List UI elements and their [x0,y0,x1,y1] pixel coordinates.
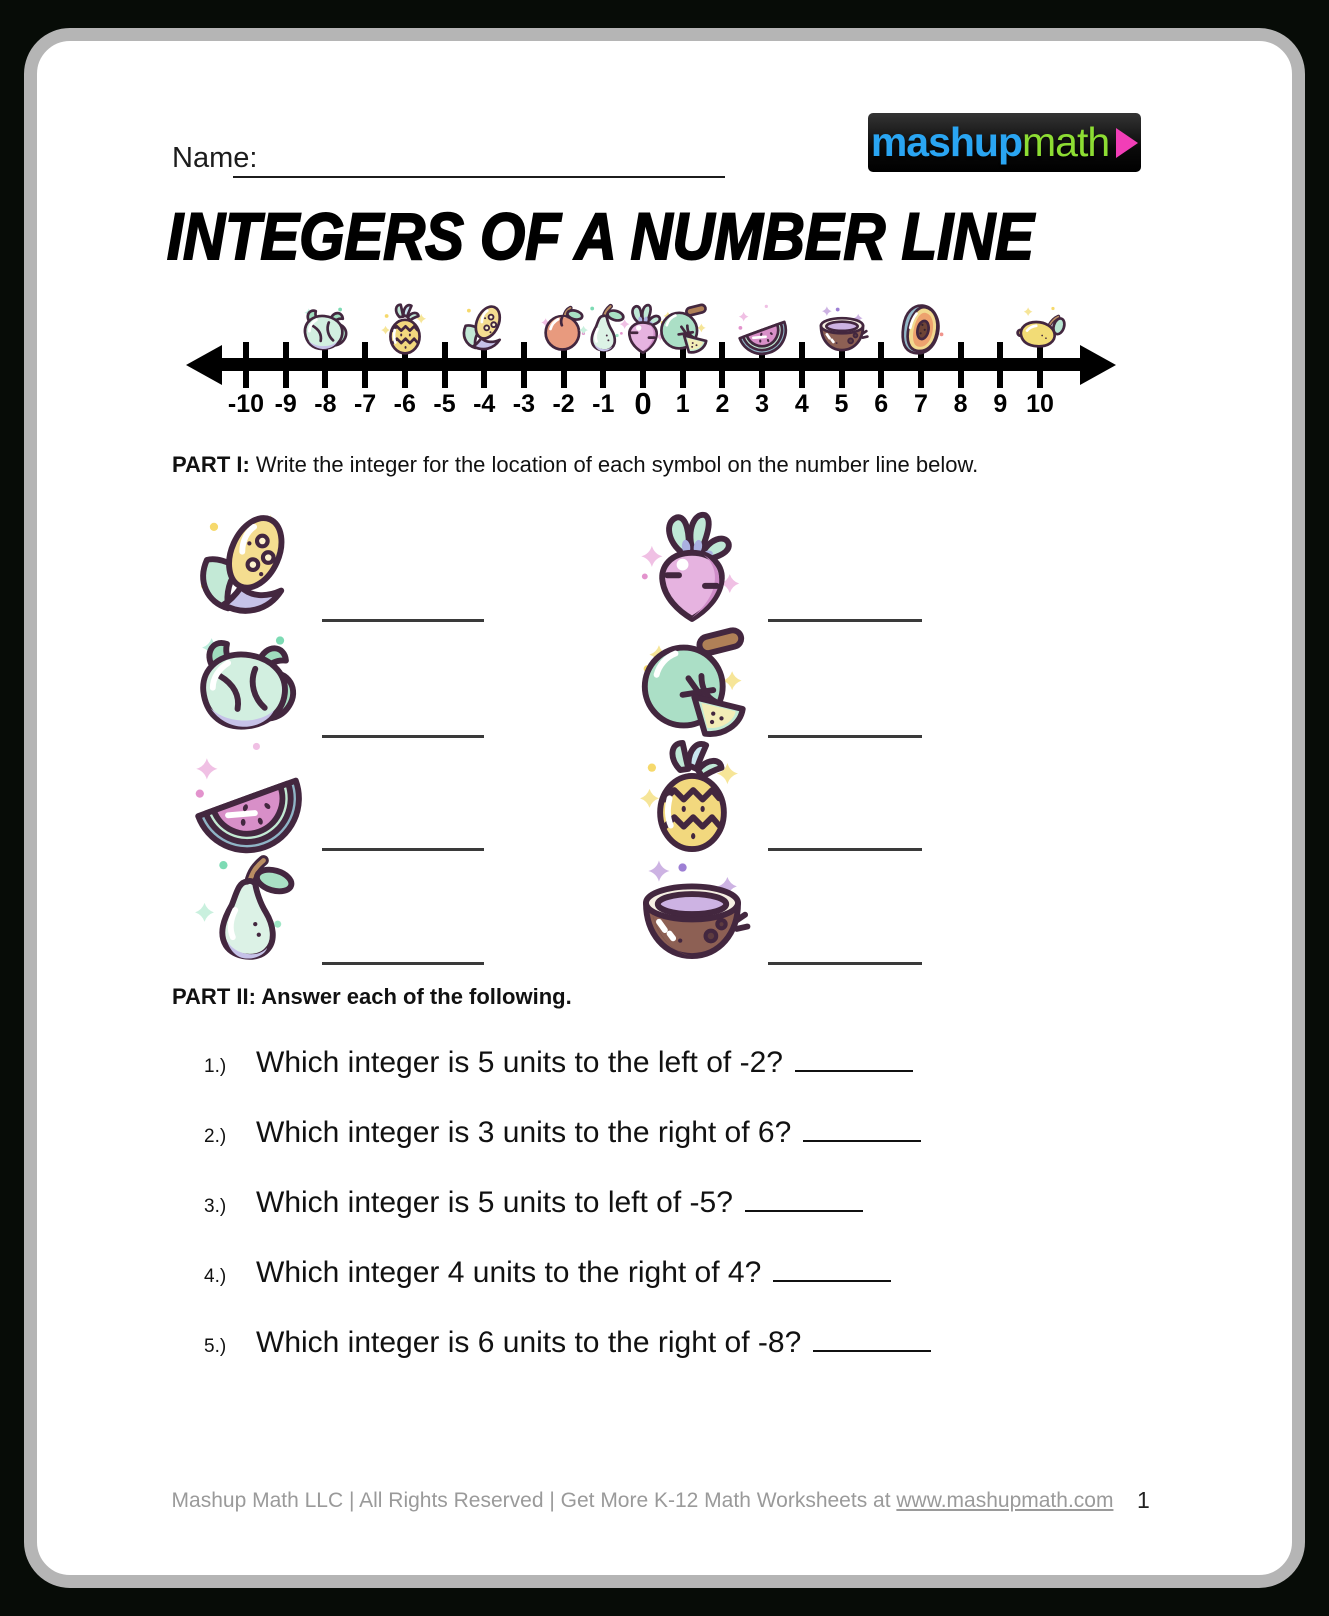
tick-label-9: 9 [993,390,1008,418]
question-3 [204,1186,863,1220]
question-4 [204,1256,891,1290]
lemon-icon [1013,302,1067,356]
tick-label-1: 1 [675,390,690,418]
corn-answer-line[interactable] [322,619,484,622]
play-arrow-icon [1116,128,1138,158]
tick--9 [283,342,289,388]
tick-label--2: -2 [552,390,575,418]
question-number: 5.) [204,1336,227,1357]
part1-heading [172,452,978,478]
number-line-bar [214,358,1082,371]
tick-8 [958,342,964,388]
cabbage-answer-line[interactable] [322,735,484,738]
question-number: 1.) [204,1056,227,1077]
footer-text: Mashup Math LLC | All Rights Reserved | Get More K-12 Math Worksheets at [171,1489,897,1512]
question-text: Which integer is 5 units to the left of -2? [256,1046,783,1079]
watermelon-icon [735,302,789,356]
tick-label-5: 5 [834,390,849,418]
tick-label-8: 8 [953,390,968,418]
pineapple-answer-line[interactable] [768,848,922,851]
tick-2 [719,342,725,388]
name-input-line[interactable] [233,176,725,178]
tick-4 [799,342,805,388]
tick--7 [362,342,368,388]
question-1 [204,1046,913,1080]
tick-label--3: -3 [512,390,535,418]
tick-label--5: -5 [433,390,456,418]
worksheet-title: INTEGERS OF A NUMBER LINE [167,199,1034,273]
papaya-icon [894,302,948,356]
footer [150,1489,1135,1513]
cabbage-icon [298,302,352,356]
tick-6 [878,342,884,388]
question-answer-line[interactable] [745,1186,863,1212]
watermelon-answer-line[interactable] [322,848,484,851]
question-text: Which integer is 5 units to left of -5? [256,1186,733,1219]
question-2 [204,1116,921,1150]
question-answer-line[interactable] [813,1326,931,1352]
tick-label-4: 4 [794,390,809,418]
tick-label-3: 3 [755,390,770,418]
part1-heading-text: Write the integer for the location of each symbol on the number line below. [249,452,979,477]
question-number: 4.) [204,1266,227,1287]
page-number: 1 [1137,1487,1150,1513]
number-line [186,298,1116,420]
part2-heading: PART II: Answer each of the following. [172,984,572,1009]
tick--10 [243,342,249,388]
question-answer-line[interactable] [803,1116,921,1142]
tick-label--1: -1 [592,390,615,418]
footer-link[interactable]: www.mashupmath.com [896,1489,1114,1512]
coconut-icon [815,302,869,356]
name-label: Name: [172,142,258,174]
question-text: Which integer 4 units to the right of 4? [256,1256,762,1289]
part1-heading-label: PART I: [172,452,250,477]
pineapple-icon [378,302,432,356]
question-number: 2.) [204,1126,227,1147]
tick-label-10: 10 [1026,390,1054,418]
tick-label-6: 6 [874,390,889,418]
number-line-right-arrow-icon [1080,345,1116,385]
tick-9 [997,342,1003,388]
question-number: 3.) [204,1196,227,1217]
tick-label--4: -4 [473,390,496,418]
mashupmath-logo [868,113,1141,172]
pear-answer-line[interactable] [322,962,484,965]
tick-label-2: 2 [715,390,730,418]
question-text: Which integer is 6 units to the right of -8? [256,1326,802,1359]
tick-label--10: -10 [227,390,265,418]
tick--3 [521,342,527,388]
corn-icon [457,302,511,356]
question-answer-line[interactable] [795,1046,913,1072]
radish-answer-line[interactable] [768,619,922,622]
melon-icon [656,302,710,356]
question-answer-line[interactable] [773,1256,891,1282]
question-5 [204,1326,931,1360]
tick-label--7: -7 [353,390,377,418]
question-text: Which integer is 3 units to the right of 6? [256,1116,792,1149]
tick--5 [442,342,448,388]
coconut-answer-line[interactable] [768,962,922,965]
tick-label--6: -6 [393,390,416,418]
tick-label-7: 7 [913,390,928,418]
melon-answer-line[interactable] [768,735,922,738]
tick-label-0: 0 [634,386,652,421]
logo-word-math: math [1022,119,1110,165]
tick-label--9: -9 [274,390,297,418]
logo-word-mashup: mashup [870,119,1023,165]
tick-label--8: -8 [314,390,337,418]
